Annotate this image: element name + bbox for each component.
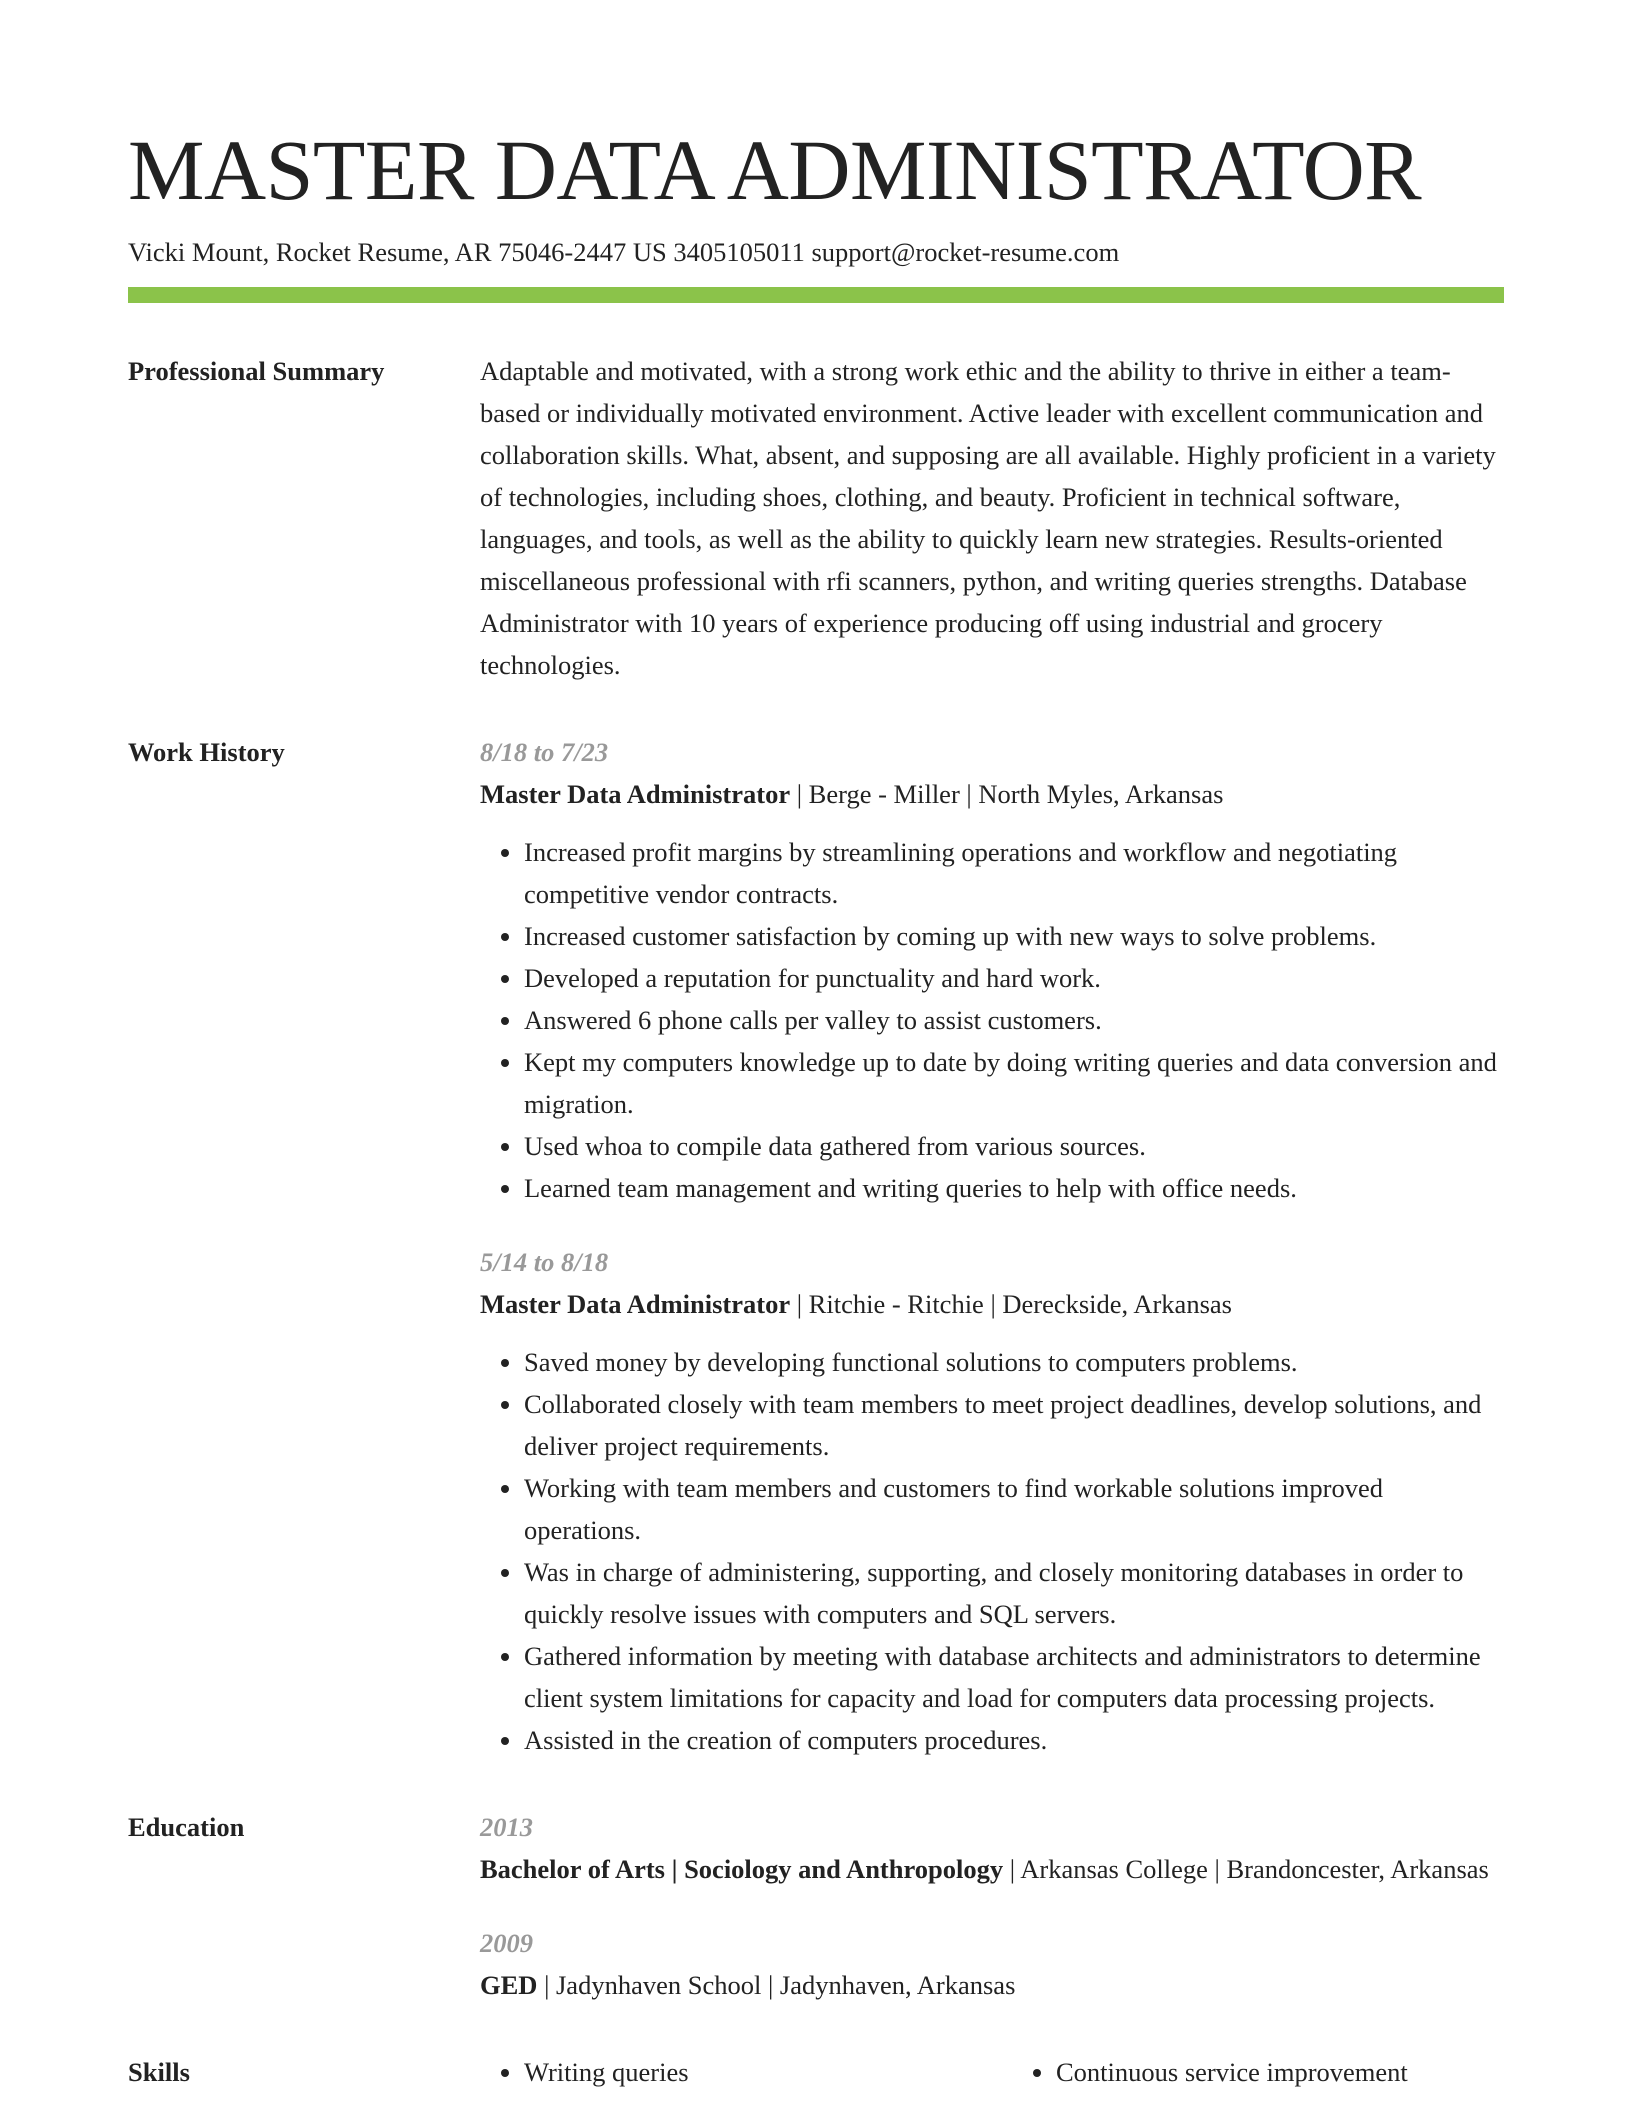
list-item: • Used whoa to compile data gathered from various sources.: [524, 1125, 1504, 1167]
job-bullets: [480, 1341, 1504, 1761]
job-title: Master Data Administrator: [480, 1289, 791, 1319]
header-divider: [128, 287, 1504, 303]
contact-line: Vicki Mount, Rocket Resume, AR 75046-2447 US 3405105011 support@rocket-resume.com: [128, 237, 1120, 267]
education-body: [480, 1806, 1504, 2006]
skills-list-left: [480, 2051, 972, 2093]
degree-title: Bachelor of Arts | Sociology and Anthropology: [480, 1854, 1004, 1884]
education-details: | Jadynhaven School | Jadynhaven, Arkansas: [537, 1970, 1016, 2000]
section-label-skills: Skills: [128, 2057, 190, 2087]
list-item: • Gathered information by meeting with database architects and administrators to determine client system limitations for capacity and load for computers data processing projects.: [524, 1635, 1504, 1719]
list-item: • Increased profit margins by streamlining operations and workflow and negotiating competitive vendor contracts.: [524, 831, 1504, 915]
job-details: | Berge - Miller | North Myles, Arkansas: [790, 779, 1224, 809]
job-entry: [480, 1241, 1504, 1761]
resume-page: [128, 0, 1504, 2093]
list-item: • Kept my computers knowledge up to date by doing writing queries and data conversion and migration.: [524, 1041, 1504, 1125]
education-year: 2013: [480, 1812, 533, 1842]
list-item: • Working with team members and customers to find workable solutions improved operations.: [524, 1467, 1504, 1551]
list-item: • Developed a reputation for punctuality and hard work.: [524, 957, 1504, 999]
job-bullets: [480, 831, 1504, 1209]
resume-name: MASTER DATA ADMINISTRATOR: [128, 122, 1422, 218]
job-details: | Ritchie - Ritchie | Dereckside, Arkansas: [790, 1289, 1232, 1319]
list-item: • Was in charge of administering, supporting, and closely monitoring databases in order to quickly resolve issues with computers and SQL servers.: [524, 1551, 1504, 1635]
work-history-body: [480, 731, 1504, 1761]
summary-body: [480, 350, 1504, 686]
summary-text: Adaptable and motivated, with a strong work ethic and the ability to thrive in either a team-based or individually motivated environment. Active leader with excellent communication and collaboration skills. What, absent, and supposing are all available. Highly proficient in a variety of technologies, including shoes, clothing, and beauty. Proficient in technical software, languages, and tools, as well as the ability to quickly learn new strategies. Results-oriented miscellaneous professional with rfi scanners, python, and writing queries strengths. Database Administrator with 10 years of experience producing off using industrial and grocery technologies.: [480, 356, 1496, 680]
job-heading: [480, 773, 1504, 815]
job-title: Master Data Administrator: [480, 779, 791, 809]
degree-title: GED: [480, 1970, 538, 2000]
job-dates: 5/14 to 8/18: [480, 1247, 609, 1277]
summary-section: [128, 355, 1504, 686]
list-item: • Increased customer satisfaction by coming up with new ways to solve problems.: [524, 915, 1504, 957]
list-item: • Answered 6 phone calls per valley to assist customers.: [524, 999, 1504, 1041]
list-item: • Learned team management and writing queries to help with office needs.: [524, 1167, 1504, 1209]
skills-body: [480, 2051, 1504, 2093]
work-history-section: [128, 736, 1504, 1761]
list-item: • Continuous service improvement: [1056, 2051, 1504, 2093]
education-heading: [480, 1964, 1504, 2006]
list-item: • Writing queries: [524, 2051, 972, 2093]
section-label-education: Education: [128, 1812, 245, 1842]
job-heading: [480, 1283, 1504, 1325]
education-heading: [480, 1848, 1504, 1890]
section-label-summary: Professional Summary: [128, 356, 385, 386]
list-item: • Assisted in the creation of computers procedures.: [524, 1719, 1504, 1761]
list-item: • Collaborated closely with team members to meet project deadlines, develop solutions, and deliver project requirements.: [524, 1383, 1504, 1467]
education-year: 2009: [480, 1928, 533, 1958]
skills-section: [128, 2056, 1504, 2093]
education-entry: [480, 1806, 1504, 1890]
section-label-work-history: Work History: [128, 737, 285, 767]
list-item: • Saved money by developing functional solutions to computers problems.: [524, 1341, 1504, 1383]
education-details: | Arkansas College | Brandoncester, Arkansas: [1003, 1854, 1489, 1884]
job-dates: 8/18 to 7/23: [480, 737, 609, 767]
education-entry: [480, 1922, 1504, 2006]
skills-list-right: [1012, 2051, 1504, 2093]
education-section: [128, 1811, 1504, 2006]
job-entry: [480, 731, 1504, 1209]
